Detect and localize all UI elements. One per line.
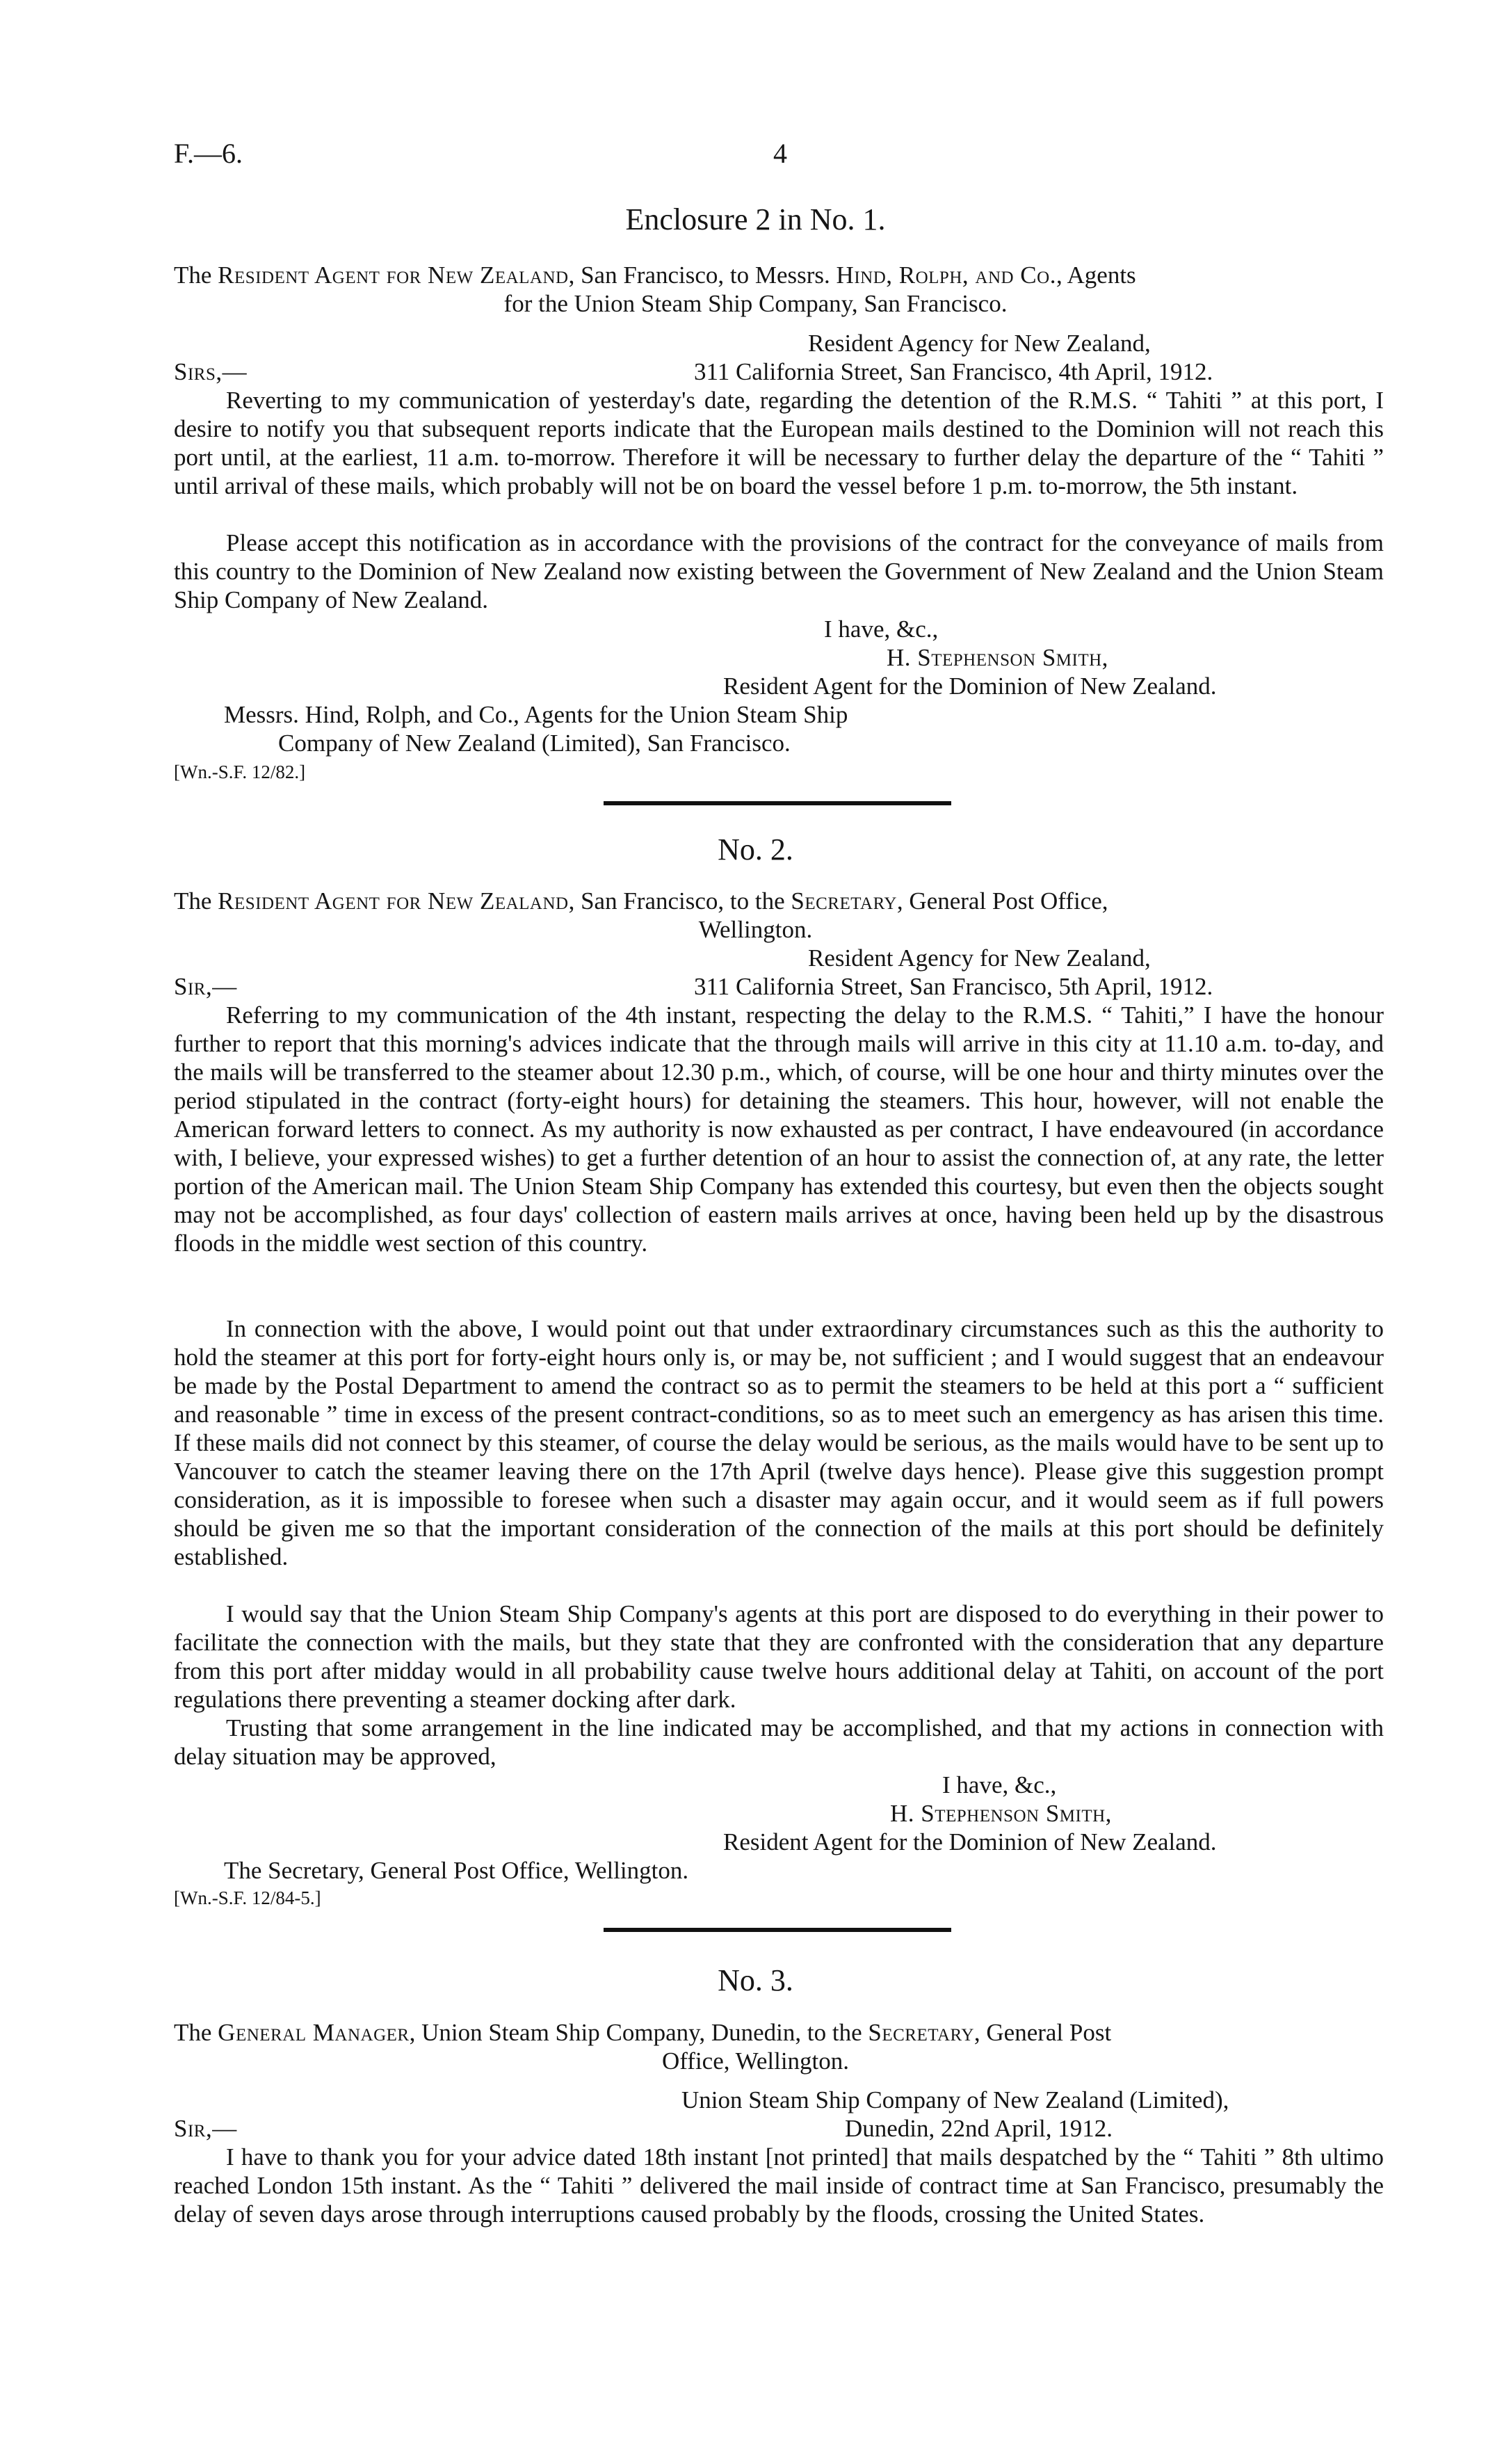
signatory: H. Stephenson Smith, (890, 1800, 1112, 1827)
section-divider (604, 801, 951, 805)
intro-text: , Union Steam Ship Company, Dunedin, to the (409, 2019, 868, 2046)
intro-text: , General Post (973, 2019, 1112, 2046)
intro-line-2: Wellington. (698, 916, 813, 943)
intro-sender: Resident Agent for New Zealand (218, 887, 569, 915)
intro-sender: General Manager (218, 2019, 410, 2046)
section-heading: No. 2. (718, 832, 793, 867)
intro-recipient: Secretary (791, 887, 897, 915)
paragraph: I would say that the Union Steam Ship Company's agents at this port are disposed to do everything in their power to facilitate the connection with the mails, but they state that they are confronted with the consideration that any departure from this port after midday would in all probability cause twelve hours additional delay at Tahiti, on account of the port regulations there preventing a steamer docking after dark. (174, 1600, 1384, 1713)
addressee: The Secretary, General Post Office, Wellington. (224, 1857, 689, 1884)
intro-text: The (174, 261, 218, 289)
intro-line-2: Office, Wellington. (661, 2047, 850, 2075)
signatory: H. Stephenson Smith, (887, 644, 1108, 671)
section-heading: Enclosure 2 in No. 1. (625, 202, 886, 236)
intro-text: The (174, 2019, 218, 2046)
intro-text: , San Francisco, to the (568, 887, 791, 915)
intro-text: , General Post Office, (896, 887, 1108, 915)
address-line-1: Union Steam Ship Company of New Zealand (Limited), (681, 2086, 1229, 2113)
page-number: 4 (773, 138, 787, 169)
page-ref: F.—6. (174, 138, 243, 169)
intro-recipient: Hind, Rolph, and Co. (836, 261, 1056, 289)
section-intro (174, 261, 1384, 289)
paragraph: In connection with the above, I would point out that under extraordinary circumstances such as this the authority to hold the steamer at this port for forty-eight hours only is, or may be, not sufficient ; and I would suggest that an endeavour be made by the Postal Department to amend the contract so as to permit the steamers to be held at this port a “ sufficient and reasonable ” time in excess of the present contract-conditions, so as to meet such an emergency as has arisen this time. If these mails did not connect by this steamer, of course the delay would be serious, as the mails would have to be sent up to Vancouver to catch the steamer leaving there on the 17th April (twelve days hence). Please give this suggestion prompt consideration, as it is impossible to foresee when such a disaster may again occur, and it would seem as if full powers should be given me so that the important consideration of the connection of the mails at this port should be definitely established. (174, 1315, 1384, 1570)
addressee: Messrs. Hind, Rolph, and Co., Agents for the Union Steam Ship (224, 701, 848, 728)
section-intro (174, 887, 1384, 915)
paragraph: Referring to my communication of the 4th instant, respecting the delay to the R.M.S. “ Tahiti,” I have the honour further to report that this morning's advices indicate that the through mails will arrive in this city at 11.10 a.m. to-day, and the mails will be transferred to the steamer about 12.30 p.m., which, of course, will be one hour and thirty minutes over the period stipulated in the contract (forty-eight hours) for detaining the steamers. This hour, however, will not enable the American forward letters to connect. As my authority is now exhausted as per contract, I have endeavoured (in accordance with, I believe, your expressed wishes) to get a further detention of an hour to assist the connection of, at any rate, the letter portion of the American mail. The Union Steam Ship Company has extended this courtesy, but even then the objects sought may not be accomplished, as four days' collection of eastern mails arrives at once, having been held up by the disastrous floods in the middle west section of this country. (174, 1001, 1384, 1257)
address-line-1: Resident Agency for New Zealand, (808, 944, 1151, 972)
paragraph: I have to thank you for your advice dated 18th instant [not printed] that mails despatched by the “ Tahiti ” 8th ultimo reached London 15th instant. As the “ Tahiti ” delivered the mail inside of contract time at San Francisco, presumably the delay of seven days arose through interruptions caused probably by the floods, crossing the United States. (174, 2143, 1384, 2228)
section-heading: No. 3. (718, 1963, 793, 1997)
closing: I have, &c., (824, 615, 939, 643)
address-line-2: Dunedin, 22nd April, 1912. (845, 2115, 1113, 2142)
intro-recipient: Secretary (868, 2019, 974, 2046)
address-line-2: 311 California Street, San Francisco, 4th April, 1912. (694, 358, 1213, 385)
closing: I have, &c., (942, 1771, 1057, 1798)
address-line-1: Resident Agency for New Zealand, (808, 330, 1151, 357)
intro-text: , San Francisco, to Messrs. (568, 261, 837, 289)
file-reference: [Wn.-S.F. 12/82.] (174, 762, 306, 782)
file-reference: [Wn.-S.F. 12/84-5.] (174, 1887, 321, 1908)
section-divider (604, 1928, 951, 1932)
addressee: Company of New Zealand (Limited), San Francisco. (278, 730, 791, 757)
address-line-2: 311 California Street, San Francisco, 5th April, 1912. (694, 973, 1213, 1000)
section-intro (174, 2018, 1384, 2047)
intro-line-2: for the Union Steam Ship Company, San Francisco. (503, 290, 1008, 317)
signatory-title: Resident Agent for the Dominion of New Zealand. (723, 1828, 1217, 1855)
intro-sender: Resident Agent for New Zealand (218, 261, 569, 289)
signatory-title: Resident Agent for the Dominion of New Zealand. (723, 673, 1217, 700)
paragraph: Please accept this notification as in accordance with the provisions of the contract for the conveyance of mails from this country to the Dominion of New Zealand now existing between the Government of New Zealand and the Union Steam Ship Company of New Zealand. (174, 529, 1384, 613)
intro-text: The (174, 887, 218, 915)
intro-text: , Agents (1056, 261, 1136, 289)
salutation: Sir,— (174, 973, 237, 1000)
salutation: Sirs,— (174, 358, 248, 385)
paragraph: Reverting to my communication of yesterday's date, regarding the detention of the R.M.S. “ Tahiti ” at this port, I desire to notify you that subsequent reports indicate that the European mails destined to the Dominion will not reach this port until, at the earliest, 11 a.m. to-morrow. Therefore it will be necessary to further delay the departure of the “ Tahiti ” until arrival of these mails, which probably will not be on board the vessel before 1 p.m. to-morrow, the 5th instant. (174, 387, 1384, 499)
salutation: Sir,— (174, 2115, 237, 2142)
paragraph: Trusting that some arrangement in the line indicated may be accomplished, and that my actions in connection with delay situation may be approved, (174, 1714, 1384, 1770)
